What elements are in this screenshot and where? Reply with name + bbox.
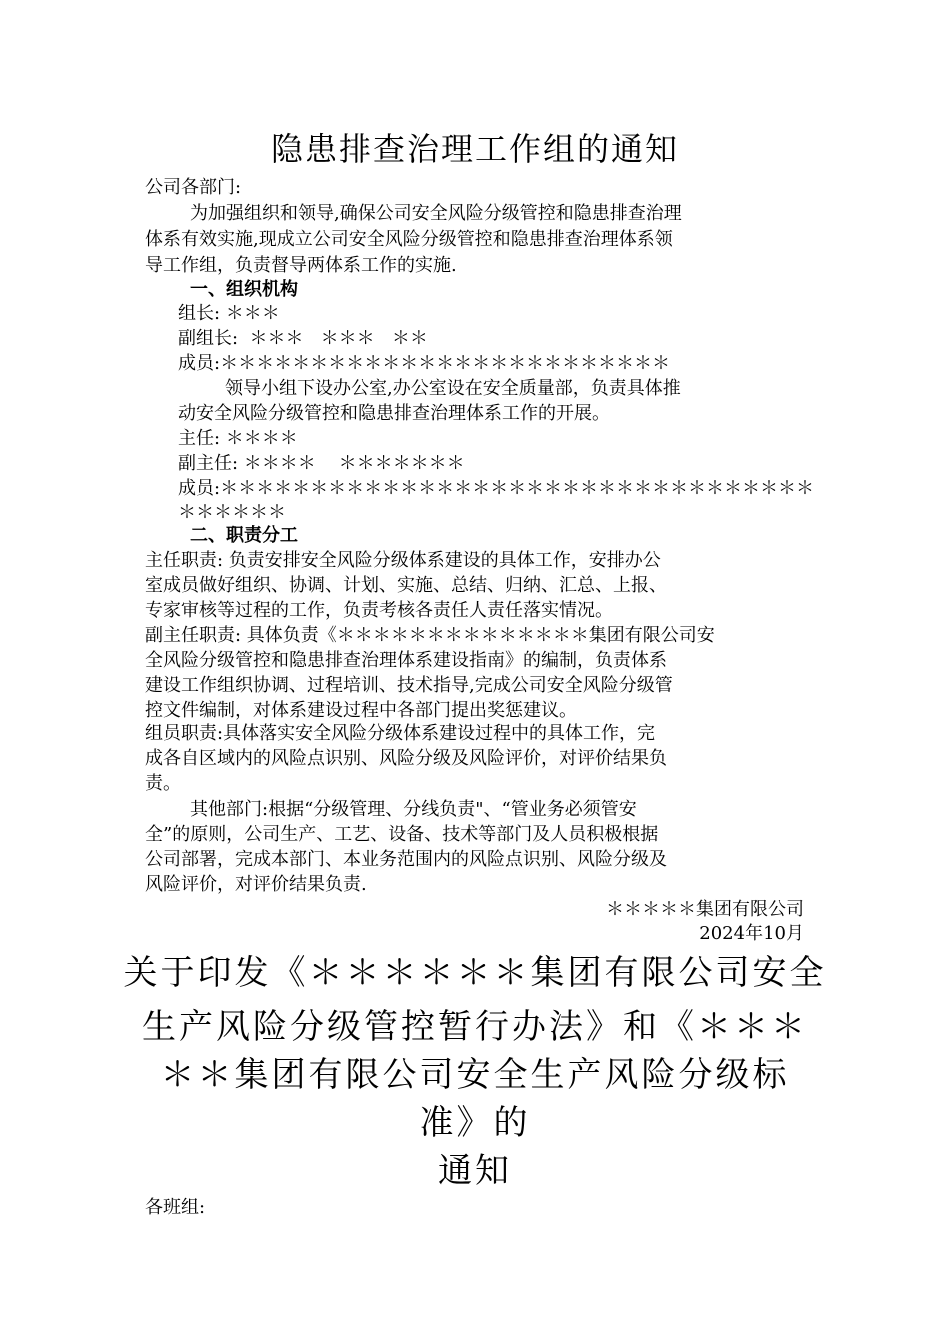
member-duty-line-3: 责。 xyxy=(145,773,181,794)
notice-title: 隐患排查治理工作组的通知 xyxy=(270,130,679,168)
other-duty-line-4: 风险评价，对评价结果负责. xyxy=(145,874,367,895)
member-duty-line-1: 组员职责:具体落实安全风险分级体系建设过程中的具体工作，完 xyxy=(145,723,656,744)
office-desc-line-1: 领导小组下设办公室,办公室设在安全质量部，负责具体推 xyxy=(225,378,681,399)
leader-line: 组长: ＊＊＊ xyxy=(178,303,280,324)
deputy-leader-line: 副组长: ＊＊＊ ＊＊＊ ＊＊ xyxy=(178,328,428,349)
notice2-title-line-5: 通知 xyxy=(438,1151,512,1191)
section1-heading: 一、组织机构 xyxy=(190,279,298,300)
director-duty-line-3: 专家审核等过程的工作，负责考核各责任人责任落实情况。 xyxy=(145,600,613,621)
deputy-director-line: 副主任: ＊＊＊＊ ＊＊＊＊＊＊＊ xyxy=(178,453,465,474)
office-members-line-2: ＊＊＊＊＊＊ xyxy=(178,502,286,523)
director-duty-line-1: 主任职责: 负责安排安全风险分级体系建设的具体工作，安排办公 xyxy=(145,550,661,571)
office-desc-line-2: 动安全风险分级管控和隐患排查治理体系工作的开展。 xyxy=(178,403,610,424)
section2-heading: 二、职责分工 xyxy=(190,525,298,546)
other-duty-line-3: 公司部署，完成本部门、本业务范围内的风险点识别、风险分级及 xyxy=(145,849,667,870)
intro-line-3: 导工作组，负责督导两体系工作的实施. xyxy=(145,255,457,276)
notice2-title-line-4: 准》的 xyxy=(419,1103,531,1143)
salutation: 公司各部门: xyxy=(145,177,242,198)
deputy-duty-line-4: 控文件编制，对体系建设过程中各部门提出奖惩建议。 xyxy=(145,700,577,721)
director-duty-line-2: 室成员做好组织、协调、计划、实施、总结、归纳、汇总、上报、 xyxy=(145,575,667,596)
other-duty-line-1: 其他部门:根据“分级管理、分线负责"、“管业务必须管安 xyxy=(190,799,637,820)
other-duty-line-2: 全”的原则，公司生产、工艺、设备、技术等部门及人员积极根据 xyxy=(145,824,659,845)
deputy-duty-line-2: 全风险分级管控和隐患排查治理体系建设指南》的编制，负责体系 xyxy=(145,650,667,671)
director-line: 主任: ＊＊＊＊ xyxy=(178,428,298,449)
notice2-title-line-2: 生产风险分级管控暂行办法》和《＊＊＊ xyxy=(142,1007,808,1047)
notice2-salutation: 各班组: xyxy=(145,1197,206,1218)
notice2-title-line-3: ＊＊集团有限公司安全生产风险分级标 xyxy=(160,1055,790,1095)
notice2-title-line-1: 关于印发《＊＊＊＊＊＊集团有限公司安全 xyxy=(123,953,827,993)
office-members-line-1: 成员:＊＊＊＊＊＊＊＊＊＊＊＊＊＊＊＊＊＊＊＊＊＊＊＊＊＊＊＊＊＊＊＊＊ xyxy=(178,478,815,499)
intro-line-2: 体系有效实施,现成立公司安全风险分级管控和隐患排查治理体系领 xyxy=(145,229,673,250)
member-duty-line-2: 成各自区域内的风险点识别、风险分级及风险评价，对评价结果负 xyxy=(145,748,667,769)
deputy-duty-line-1: 副主任职责: 具体负责《＊＊＊＊＊＊＊＊＊＊＊＊＊＊集团有限公司安 xyxy=(145,625,715,646)
intro-line-1: 为加强组织和领导,确保公司安全风险分级管控和隐患排查治理 xyxy=(190,203,682,224)
deputy-duty-line-3: 建设工作组织协调、过程培训、技术指导,完成公司安全风险分级管 xyxy=(145,675,673,696)
members-line: 成员:＊＊＊＊＊＊＊＊＊＊＊＊＊＊＊＊＊＊＊＊＊＊＊＊＊ xyxy=(178,353,671,374)
signature-date: 2024年10月 xyxy=(699,923,804,944)
signature-company: ＊＊＊＊＊集团有限公司 xyxy=(606,899,804,920)
